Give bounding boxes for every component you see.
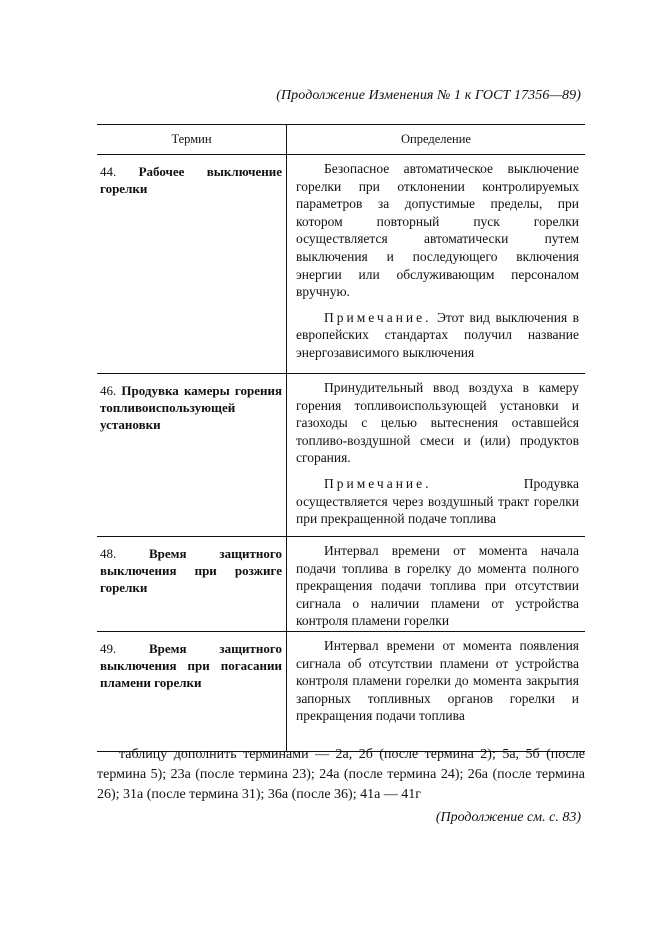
term-name: Время защитного выключения при розжиге горелки bbox=[100, 546, 282, 595]
body-paragraph: таблицу дополнить терминами — 2а, 2б (после термина 2); 5а, 5б (после термина 5); 23а (после термина 23); 24а (после термина 24); 26а (после термина 26); 31а (после термина 31); 36а (после 36); 41а — 41г bbox=[97, 747, 585, 802]
terms-table bbox=[97, 124, 585, 752]
definition-text: Интервал времени от момента появления сигнала об отсутствии пламени от устройства контроля пламени горелки до момента закрытия запорных топливных органов горелки и прекращения подачи топлива bbox=[296, 638, 579, 724]
table-row bbox=[97, 632, 585, 752]
page-header: (Продолжение Изменения № 1 к ГОСТ 17356—89) bbox=[276, 88, 581, 103]
note-text: Продувка осуществляется через воздушный тракт горелки при прекращенной подаче топлива bbox=[296, 475, 579, 527]
column-header-term: Термин bbox=[171, 132, 212, 146]
term-name: Рабочее выключение горелки bbox=[100, 164, 282, 196]
definition-cell bbox=[286, 537, 585, 631]
definition-cell bbox=[286, 155, 585, 373]
term-cell bbox=[97, 632, 286, 751]
term-number: 49. bbox=[100, 641, 117, 656]
term-cell bbox=[97, 155, 286, 373]
definition-text: Принудительный ввод воздуха в камеру горения топливоиспользующей установки и газоходы с целью вытеснения оставшейся топливо-воздушной смеси и (или) продуктов сгорания. bbox=[296, 380, 579, 466]
term-number: 46. bbox=[100, 383, 117, 398]
note-text: Этот вид выключения в европейских стандартах получил название энергозависимого выключения bbox=[296, 309, 580, 360]
note-label: Примечание. bbox=[324, 475, 432, 491]
table-header bbox=[97, 125, 585, 155]
definition-cell bbox=[286, 374, 585, 536]
term-cell bbox=[97, 537, 286, 631]
table-row bbox=[97, 537, 585, 632]
note bbox=[296, 309, 579, 362]
table-row bbox=[97, 374, 585, 537]
continuation-note: (Продолжение см. с. 83) bbox=[435, 810, 581, 825]
term-cell bbox=[97, 374, 286, 536]
note-label: Примечание. bbox=[324, 309, 432, 325]
definition-cell bbox=[286, 632, 585, 751]
table-row bbox=[97, 155, 585, 374]
term-name: Продувка камеры горения топливоиспользующей установки bbox=[100, 383, 283, 432]
term-number: 48. bbox=[100, 546, 117, 561]
definition-text: Интервал времени от момента начала подачи топлива в горелку до момента полного прекращения подачи топлива при отсутствии сигнала о наличии пламени от устройства контроля пламени горелки bbox=[296, 543, 579, 629]
column-header-definition: Определение bbox=[286, 125, 585, 154]
note bbox=[296, 475, 579, 528]
definition-text: Безопасное автоматическое выключение горелки при отклонении контролируемых параметров за допустимые пределы, при котором повторный пуск горелки осуществляется автоматически путем выключения и последующего включения энергии или обслуживающим персоналом вручную. bbox=[296, 161, 579, 300]
term-number: 44. bbox=[100, 164, 117, 179]
term-name: Время защитного выключения при погасании пламени горелки bbox=[100, 641, 282, 690]
